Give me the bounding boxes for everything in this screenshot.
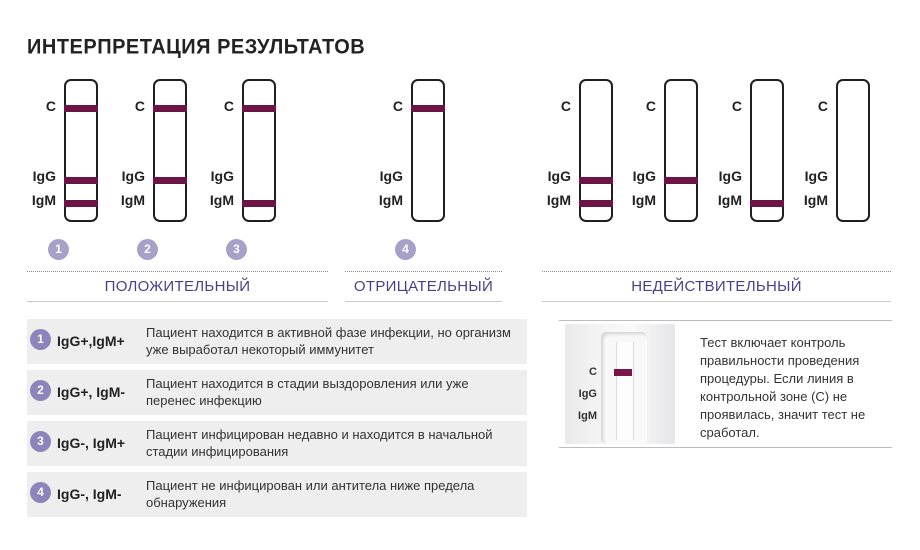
cassette-label-igm: IgM: [578, 410, 597, 422]
result-row-3: [27, 421, 527, 466]
result-row-2: [27, 370, 527, 415]
divider-dots-negative: [345, 271, 502, 272]
test-strip-8: [836, 79, 870, 222]
strip-label-igm: IgM: [31, 192, 56, 208]
strip-line-igg: [579, 177, 613, 184]
strip-label-igg: IgG: [804, 168, 828, 184]
category-invalid: НЕДЕЙСТВИТЕЛЬНЫЙ: [631, 278, 802, 295]
test-strip-6: [664, 79, 698, 222]
row-description: Пациент не инфицирован или антитела ниже предела обнаружения: [146, 478, 475, 510]
row-description: Пациент инфицирован недавно и находится в начальной стадии инфицирования: [146, 427, 493, 459]
strip-label-igg: IgG: [632, 168, 656, 184]
strip-label-igg: IgG: [718, 168, 742, 184]
strip-line-igg: [153, 177, 187, 184]
divider-dots-positive: [27, 271, 328, 272]
test-strip-7: [750, 79, 784, 222]
strip-label-igg: IgG: [379, 168, 403, 184]
cassette-photo: [565, 324, 675, 444]
row-number-badge: 2: [30, 380, 51, 401]
strip-number-marker: 3: [226, 239, 247, 260]
invalid-explanation-panel: [559, 320, 892, 448]
strip-number-marker: 1: [48, 239, 69, 260]
strip-line-c: [242, 105, 276, 112]
category-negative: ОТРИЦАТЕЛЬНЫЙ: [353, 278, 494, 295]
divider-line-negative: [345, 301, 502, 302]
strip-line-igg: [664, 177, 698, 184]
row-description: Пациент находится в стадии выздоровления или уже перенес инфекцию: [146, 376, 469, 408]
strip-label-c: C: [731, 98, 742, 114]
page-title: ИНТЕРПРЕТАЦИЯ РЕЗУЛЬТАТОВ: [27, 35, 366, 59]
strip-label-igm: IgM: [546, 192, 571, 208]
row-result-code: IgG+, IgM-: [57, 384, 126, 400]
row-number-badge: 3: [30, 431, 51, 452]
strip-label-igm: IgM: [120, 192, 145, 208]
row-number-badge: 1: [30, 329, 51, 350]
strip-label-c: C: [134, 98, 145, 114]
strip-label-igm: IgM: [209, 192, 234, 208]
row-result-code: IgG-, IgM+: [57, 435, 126, 451]
result-row-4: [27, 472, 527, 517]
strip-label-igm: IgM: [803, 192, 828, 208]
strip-line-c: [411, 105, 445, 112]
strip-label-igg: IgG: [210, 168, 234, 184]
strip-label-igm: IgM: [378, 192, 403, 208]
row-description: Пациент находится в активной фазе инфекции, но организм уже выработал некоторый иммунитет: [146, 325, 511, 357]
row-number-badge: 4: [30, 482, 51, 503]
strip-line-igm: [750, 200, 784, 207]
row-result-code: IgG-, IgM-: [57, 486, 122, 502]
strip-number-marker: 2: [137, 239, 158, 260]
cassette-label-c: C: [589, 366, 597, 378]
strip-label-c: C: [45, 98, 56, 114]
strip-line-igm: [242, 200, 276, 207]
strip-label-c: C: [645, 98, 656, 114]
strip-line-c: [64, 105, 98, 112]
strip-label-igg: IgG: [32, 168, 56, 184]
strip-label-c: C: [817, 98, 828, 114]
strip-line-c: [153, 105, 187, 112]
strip-number-marker: 4: [395, 239, 416, 260]
strip-label-c: C: [392, 98, 403, 114]
test-strip-3: [242, 79, 276, 222]
strip-line-igm: [579, 200, 613, 207]
strip-label-igg: IgG: [547, 168, 571, 184]
strip-label-igm: IgM: [631, 192, 656, 208]
strip-label-c: C: [223, 98, 234, 114]
result-row-1: [27, 319, 527, 364]
strip-line-igm: [64, 200, 98, 207]
row-result-code: IgG+,IgM+: [57, 333, 125, 349]
panel-top-border: [559, 320, 892, 321]
panel-bottom-border: [559, 447, 892, 448]
test-strip-5: [579, 79, 613, 222]
test-strip-2: [153, 79, 187, 222]
test-strip-4: [411, 79, 445, 222]
strip-line-igg: [64, 177, 98, 184]
strip-label-igg: IgG: [121, 168, 145, 184]
category-positive: ПОЛОЖИТЕЛЬНЫЙ: [104, 278, 251, 295]
divider-line-positive: [27, 301, 328, 302]
cassette-label-igg: IgG: [578, 388, 597, 400]
divider-dots-invalid: [542, 271, 891, 272]
cassette-line: [614, 369, 632, 376]
strip-label-c: C: [560, 98, 571, 114]
strip-label-igm: IgM: [717, 192, 742, 208]
divider-line-invalid: [542, 301, 891, 302]
test-strip-1: [64, 79, 98, 222]
cassette-strip: [616, 342, 634, 440]
panel-text: Тест включает контроль правильности проведения процедуры. Если линия в контрольной зоне (С) не проявилась, значит тест не сработал.: [700, 335, 866, 440]
